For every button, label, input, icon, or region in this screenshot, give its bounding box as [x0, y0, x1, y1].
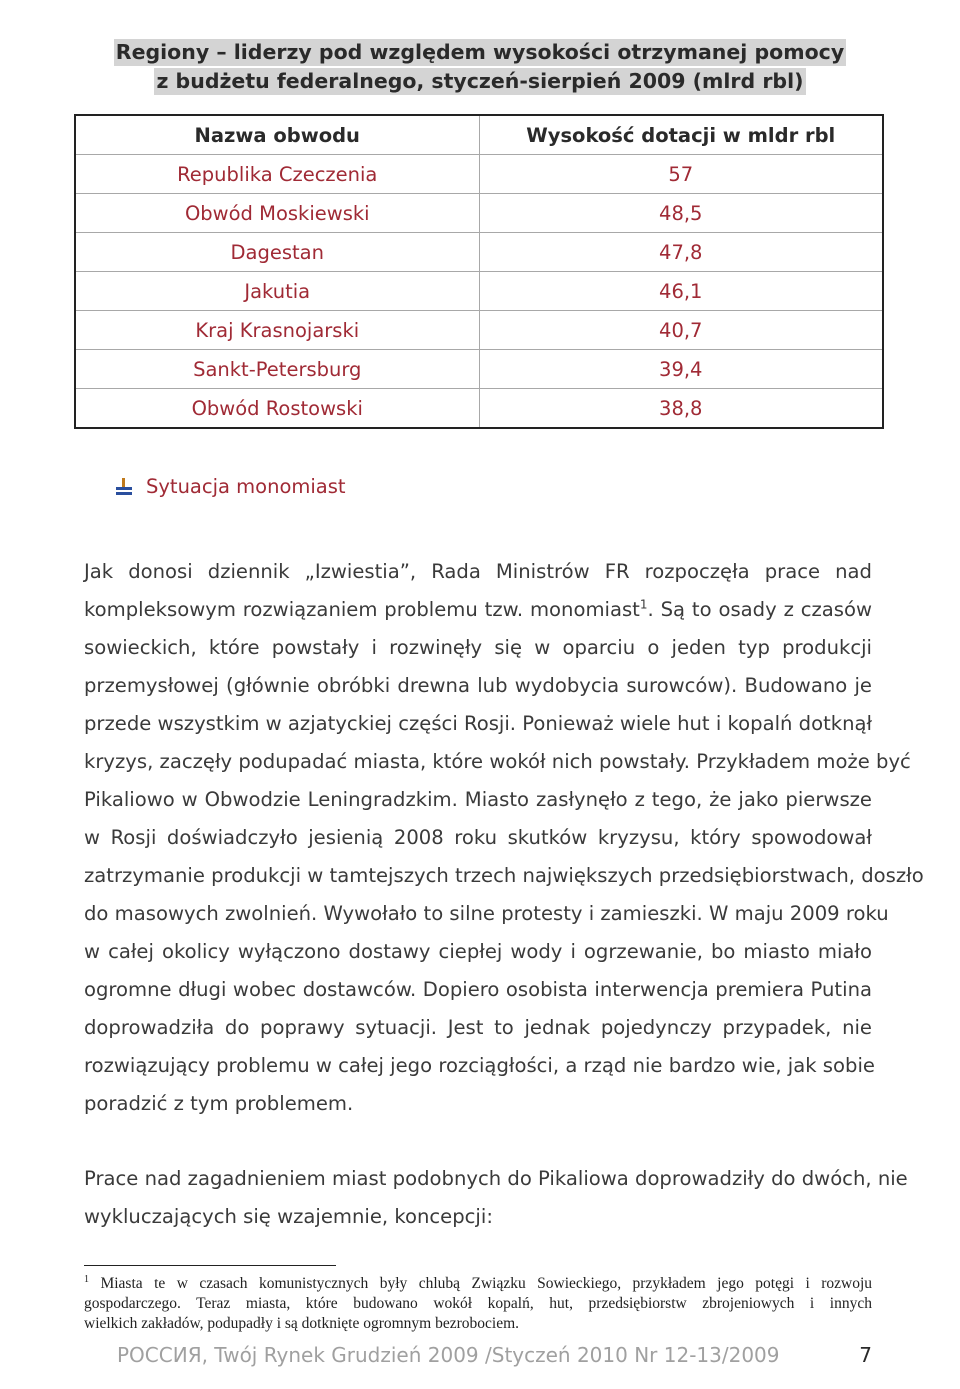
footnote-number: 1: [84, 1273, 89, 1285]
table-row: [75, 389, 883, 429]
paragraph-line: Pikaliowo w Obwodzie Leningradzkim. Miasto zasłynęło z tego, że jako pierwsze: [84, 788, 872, 811]
table-header-row: [75, 115, 883, 155]
paragraph-line: doprowadziła do poprawy sytuacji. Jest to jednak pojedynczy przypadek, nie: [84, 1016, 872, 1039]
title-line-1: Regiony – liderzy pod względem wysokości otrzymanej pomocy: [115, 40, 845, 64]
paragraph-line: przede wszystkim w azjatyckiej części Rosji. Ponieważ wiele hut i kopalń dotknął: [84, 712, 873, 735]
subsidy-value-cell: 47,8: [479, 233, 883, 272]
paragraph-line: przemysłowej (głównie obróbki drewna lub wydobycia surowców). Budowano je: [84, 674, 872, 697]
paragraph-line: Prace nad zagadnieniem miast podobnych do Pikaliowa doprowadziły do dwóch, nie: [84, 1167, 908, 1190]
paragraph-line: Jak donosi dziennik „Izwiestia”, Rada Ministrów FR rozpoczęła prace nad: [84, 560, 872, 583]
body-paragraph-1: [84, 553, 924, 1123]
footnote-separator: [84, 1265, 336, 1266]
paragraph-line: w Rosji doświadczyło jesienią 2008 roku skutków kryzysu, który spowodował: [84, 826, 872, 849]
title-line-2: z budżetu federalnego, styczeń-sierpień 2009 (mlrd rbl): [156, 69, 804, 93]
subsidy-value-cell: 39,4: [479, 350, 883, 389]
region-name-cell: Republika Czeczenia: [75, 155, 479, 194]
paragraph-line: kryzys, zaczęły podupadać miasta, które wokół nich powstały. Przykładem może być: [84, 750, 911, 773]
section-heading: [116, 475, 346, 498]
header-region-name: Nazwa obwodu: [75, 115, 479, 155]
region-name-cell: Sankt-Petersburg: [75, 350, 479, 389]
paragraph-line: do masowych zwolnień. Wywołało to silne protesty i zamieszki. W maju 2009 roku: [84, 902, 889, 925]
table-row: [75, 272, 883, 311]
subsidy-value-cell: 48,5: [479, 194, 883, 233]
footnote-ref[interactable]: 1: [639, 597, 648, 612]
region-name-cell: Dagestan: [75, 233, 479, 272]
paragraph-line: kompleksowym rozwiązaniem problemu tzw. monomiast$^1$. Są to osady z czasów: [84, 597, 873, 621]
subsidy-value-cell: 57: [479, 155, 883, 194]
table-row: [75, 350, 883, 389]
subsidy-value-cell: 46,1: [479, 272, 883, 311]
table-row: [75, 155, 883, 194]
paragraph-line: w całej okolicy wyłączono dostawy ciepłej wody i ogrzewanie, bo miasto miało: [84, 940, 872, 963]
table-row: [75, 233, 883, 272]
footnote: [84, 1274, 872, 1334]
paragraph-line: wykluczających się wzajemnie, koncepcji:: [84, 1205, 493, 1228]
page-number: 7: [859, 1343, 872, 1367]
region-name-cell: Jakutia: [75, 272, 479, 311]
region-name-cell: Obwód Moskiewski: [75, 194, 479, 233]
subsidy-value-cell: 38,8: [479, 389, 883, 429]
page-footer: [117, 1343, 872, 1367]
subsidy-value-cell: 40,7: [479, 311, 883, 350]
body-paragraph-2: [84, 1160, 908, 1236]
footnote-line: wielkich zakładów, podupadły i są dotknięte ogromnym bezrobociem.: [84, 1315, 520, 1332]
page-title: [0, 38, 960, 96]
footnote-line: $^1$ Miasta te w czasach komunistycznych były chlubą Związku Sowieckiego, przykładem jego potęgi i rozwoju: [84, 1273, 872, 1292]
section-title: Sytuacja monomiast: [146, 475, 346, 498]
paragraph-line: ogromne długi wobec dostawców. Dopiero osobista interwencja premiera Putina: [84, 978, 872, 1001]
table-row: [75, 194, 883, 233]
table-row: [75, 311, 883, 350]
bullet-cross-icon: [116, 478, 134, 496]
regions-table: [74, 114, 884, 429]
paragraph-line: sowieckich, które powstały i rozwinęły się w oparciu o jeden typ produkcji: [84, 636, 872, 659]
footnote-line: gospodarczego. Teraz miasta, które budowano wokół kopalń, hut, przedsiębiorstw zbrojeniowych i innych: [84, 1295, 872, 1312]
paragraph-line: rozwiązujący problemu w całej jego rozciągłości, a rząd nie bardzo wie, jak sobie: [84, 1054, 875, 1077]
region-name-cell: Obwód Rostowski: [75, 389, 479, 429]
paragraph-line: poradzić z tym problemem.: [84, 1092, 354, 1115]
publication-info: РОССИЯ, Twój Rynek Grudzień 2009 /Styczeń 2010 Nr 12-13/2009: [117, 1343, 780, 1367]
region-name-cell: Kraj Krasnojarski: [75, 311, 479, 350]
header-subsidy-amount: Wysokość dotacji w mldr rbl: [479, 115, 883, 155]
paragraph-line: zatrzymanie produkcji w tamtejszych trzech największych przedsiębiorstwach, doszło: [84, 864, 924, 887]
